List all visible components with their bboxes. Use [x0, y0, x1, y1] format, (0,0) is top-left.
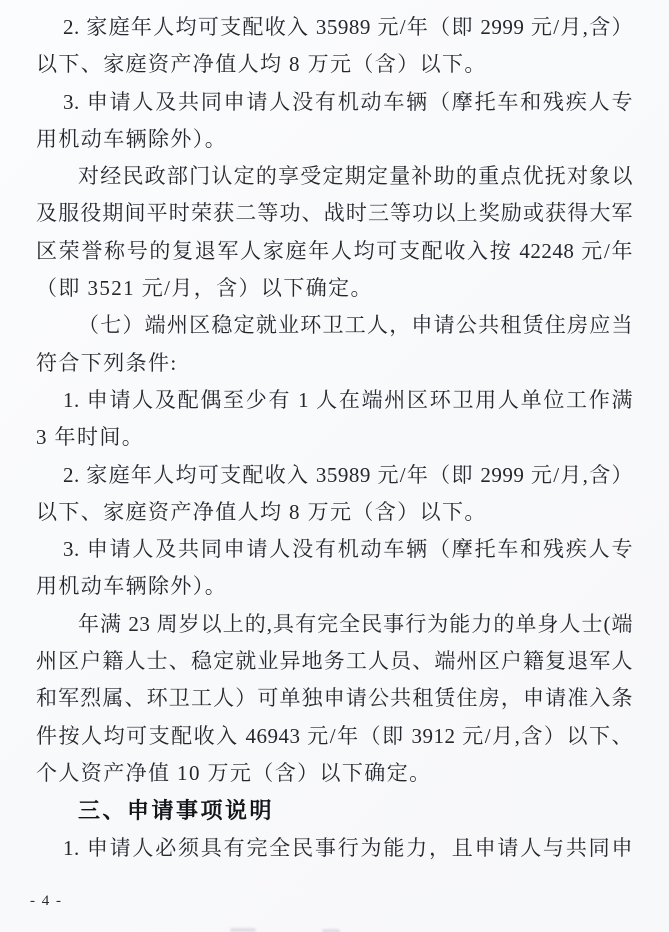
- text-line: 及服役期间平时荣获二等功、战时三等功以上奖励或获得大军: [36, 201, 633, 226]
- document-text-block: [36, 9, 633, 867]
- text-line: 件按人均可支配收入 46943 元/年（即 3912 元/月,含）以下、: [36, 723, 633, 748]
- text-line: 1. 申请人及配偶至少有 1 人在端州区环卫用人单位工作满: [63, 387, 633, 412]
- text-line: （七）端州区稳定就业环卫工人，申请公共租赁住房应当: [78, 313, 633, 338]
- text-line: 3. 申请人及共同申请人没有机动车辆（摩托车和残疾人专: [63, 537, 633, 562]
- page-number: - 4 -: [30, 893, 63, 909]
- text-line: 以下、家庭资产净值人均 8 万元（含）以下。: [36, 499, 487, 524]
- scan-artifact: [230, 928, 256, 932]
- text-line: 用机动车辆除外）。: [36, 574, 228, 599]
- text-line: 以下、家庭资产净值人均 8 万元（含）以下。: [36, 52, 487, 77]
- text-line: 3. 申请人及共同申请人没有机动车辆（摩托车和残疾人专: [63, 89, 633, 114]
- text-line: 1. 申请人必须具有完全民事行为能力，且申请人与共同申: [63, 835, 633, 860]
- section-heading: 三、申请事项说明: [78, 798, 275, 824]
- text-line: 符合下列条件:: [36, 350, 178, 375]
- text-line: 州区户籍人士、稳定就业异地务工人员、端州区户籍复退军人: [36, 649, 633, 674]
- text-line: （即 3521 元/月，含）以下确定。: [36, 276, 373, 301]
- text-line: 对经民政部门认定的享受定期定量补助的重点优抚对象以: [78, 164, 633, 189]
- text-line: 3 年时间。: [36, 425, 145, 450]
- text-line: 用机动车辆除外）。: [36, 126, 228, 151]
- text-line: 年满 23 周岁以上的,具有完全民事行为能力的单身人士(端: [78, 611, 633, 636]
- text-line: 2. 家庭年人均可支配收入 35989 元/年（即 2999 元/月,含）: [63, 15, 633, 39]
- text-line: 区荣誉称号的复退军人家庭年人均可支配收入按 42248 元/年: [36, 238, 633, 263]
- text-line: 2. 家庭年人均可支配收入 35989 元/年（即 2999 元/月,含）: [63, 462, 633, 487]
- text-line: 和军烈属、环卫工人）可单独申请公共租赁住房，申请准入条: [36, 686, 633, 711]
- text-line: 个人资产净值 10 万元（含）以下确定。: [36, 760, 432, 785]
